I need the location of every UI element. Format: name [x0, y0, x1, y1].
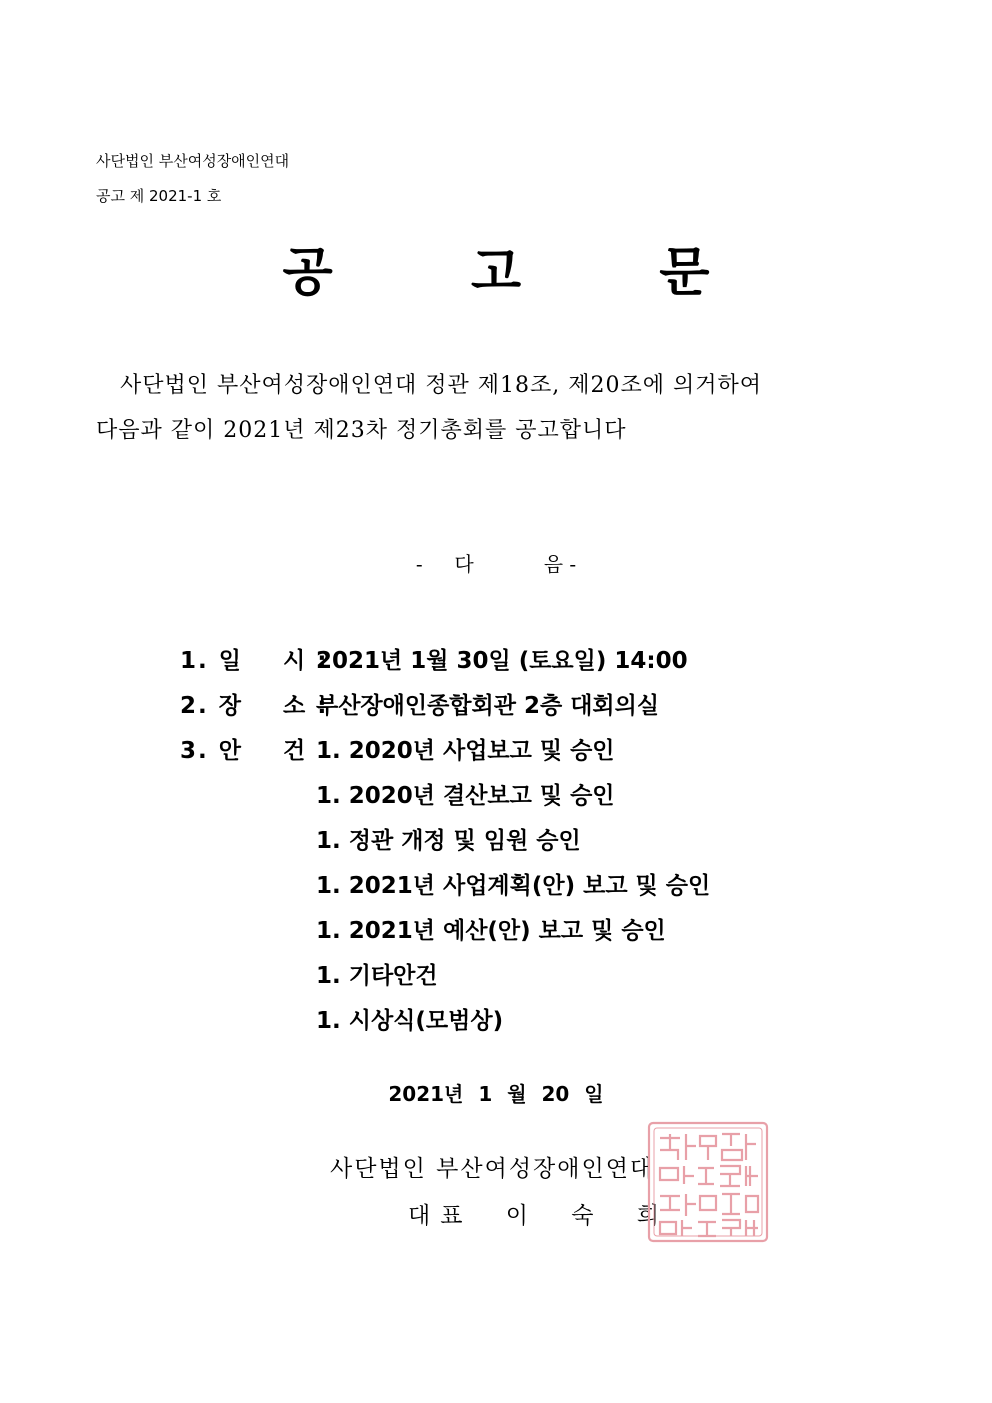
agenda-row [180, 861, 710, 906]
body-line-1-text: 사단법인 부산여성장애인연대 정관 제18조, 제20조에 의거하여 [119, 373, 762, 398]
detail-agenda [180, 726, 710, 771]
issue-date: 2021년 1 월 20 일 [388, 1082, 604, 1106]
signature-representative: 대표 이 숙 희 [408, 1203, 670, 1229]
section-dash-right: - [569, 552, 577, 576]
notice-number: 공고 제 2021-1 호 [96, 187, 222, 205]
agenda-item: 1. 2020년 결산보고 및 승인 [316, 783, 615, 809]
detail-place-value: 부산장애인종합회관 2층 대회의실 [316, 693, 660, 719]
agenda-row [180, 816, 710, 861]
body-line-1 [96, 368, 762, 399]
detail-place-label: 2. 장 소 : [180, 693, 329, 719]
agenda-item: 1. 기타안건 [316, 963, 438, 989]
agenda-row [180, 906, 710, 951]
official-seal [646, 1120, 770, 1244]
signature-organization: 사단법인 부산여성장애인연대 [330, 1156, 655, 1182]
body-line-2: 다음과 같이 2021년 제23차 정기총회를 공고합니다 [96, 418, 627, 443]
agenda-item: 1. 2020년 사업보고 및 승인 [316, 738, 615, 764]
section-marker [0, 548, 992, 577]
header-organization: 사단법인 부산여성장애인연대 [96, 152, 290, 170]
page-title: 공 고 문 [282, 242, 770, 303]
agenda-item: 1. 정관 개정 및 임원 승인 [316, 828, 581, 854]
section-char-2: 음 [543, 552, 564, 576]
detail-agenda-label: 3. 안 건 [180, 738, 308, 764]
detail-date [180, 636, 710, 681]
details-list [180, 636, 710, 1041]
agenda-item: 1. 시상식(모범상) [316, 1008, 504, 1034]
agenda-item: 1. 2021년 예산(안) 보고 및 승인 [316, 918, 666, 944]
agenda-row [180, 771, 710, 816]
detail-place [180, 681, 710, 726]
agenda-row [180, 996, 710, 1041]
detail-date-value: 2021년 1월 30일 (토요일) 14:00 [316, 648, 688, 674]
detail-date-label: 1. 일 시 : [180, 648, 329, 674]
section-char-1: 다 [454, 552, 474, 576]
section-dash-left: - [415, 552, 423, 576]
agenda-item: 1. 2021년 사업계획(안) 보고 및 승인 [316, 873, 711, 899]
agenda-row [180, 951, 710, 996]
